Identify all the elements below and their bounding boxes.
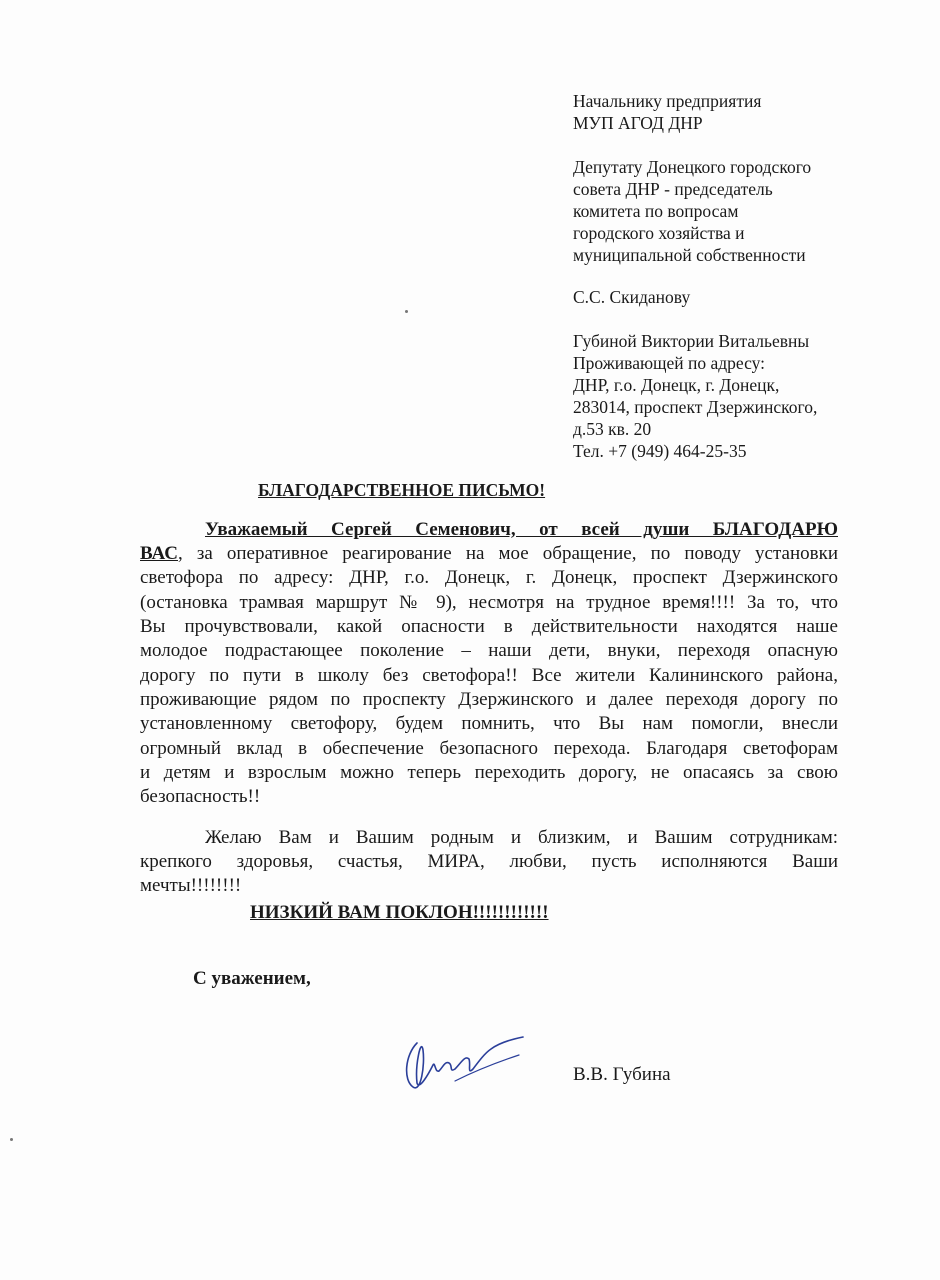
body-line: установленному светофору, будем помнить, что Вы нам помогли, внесли (140, 713, 838, 734)
body-line: Уважаемый Сергей Семенович, от всей души БЛАГОДАРЮ (205, 519, 838, 540)
wish-line: мечты!!!!!!!! (140, 875, 242, 896)
sender-line: д.53 кв. 20 (573, 419, 652, 439)
addressee-line: совета ДНР - председатель (573, 179, 773, 199)
wish-line: Желаю Вам и Вашим родным и близким, и Вашим сотрудникам: (205, 827, 838, 848)
body-line: и детям и взрослым можно теперь переходить дорогу, не опасаясь за свою (140, 762, 838, 783)
signature-image (395, 1025, 535, 1105)
signer-name: В.В. Губина (573, 1064, 671, 1085)
bow-line: НИЗКИЙ ВАМ ПОКЛОН!!!!!!!!!!!! (250, 902, 549, 923)
closing: С уважением, (193, 968, 311, 989)
sender-line: Проживающей по адресу: (573, 353, 766, 373)
body-line: безопасность!! (140, 786, 261, 807)
sender-line: 283014, проспект Дзержинского, (573, 397, 818, 417)
addressee-line: МУП АГОД ДНР (573, 113, 703, 133)
addressee-line: комитета по вопросам (573, 201, 739, 221)
body-line: молодое подрастающее поколение – наши дети, внуки, переходя опасную (140, 640, 838, 661)
addressee-line: Начальнику предприятия (573, 91, 762, 111)
body-line (140, 542, 838, 566)
addressee-line: муниципальной собственности (573, 245, 806, 265)
scan-speck (405, 310, 408, 313)
body-line: дорогу по пути в школу без светофора!! Все жители Калининского района, (140, 665, 838, 686)
sender-name: Губиной Виктории Витальевны (573, 331, 810, 351)
body-emphasis: ВАС (140, 543, 178, 564)
addressee-line: Депутату Донецкого городского (573, 157, 812, 177)
sender-line: ДНР, г.о. Донецк, г. Донецк, (573, 375, 780, 395)
addressee-name: С.С. Скиданову (573, 287, 691, 307)
body-line: Вы прочувствовали, какой опасности в действительности находятся наше (140, 616, 838, 637)
body-line: проживающие рядом по проспекту Дзержинского и далее переходя дорогу по (140, 689, 838, 710)
wish-line: крепкого здоровья, счастья, МИРА, любви, пусть исполняются Ваши (140, 851, 838, 872)
scan-speck (10, 1138, 13, 1141)
body-line: огромный вклад в обеспечение безопасного перехода. Благодаря светофорам (140, 738, 838, 759)
letter-title: БЛАГОДАРСТВЕННОЕ ПИСЬМО! (258, 480, 546, 500)
body-line: (остановка трамвая маршрут № 9), несмотря на трудное время!!!! За то, что (140, 592, 838, 613)
body-text: , за оперативное реагирование на мое обращение, по поводу установки (177, 543, 838, 564)
sender-phone: Тел. +7 (949) 464-25-35 (573, 441, 747, 461)
addressee-line: городского хозяйства и (573, 223, 745, 243)
body-line: светофора по адресу: ДНР, г.о. Донецк, г. Донецк, проспект Дзержинского (140, 567, 838, 588)
